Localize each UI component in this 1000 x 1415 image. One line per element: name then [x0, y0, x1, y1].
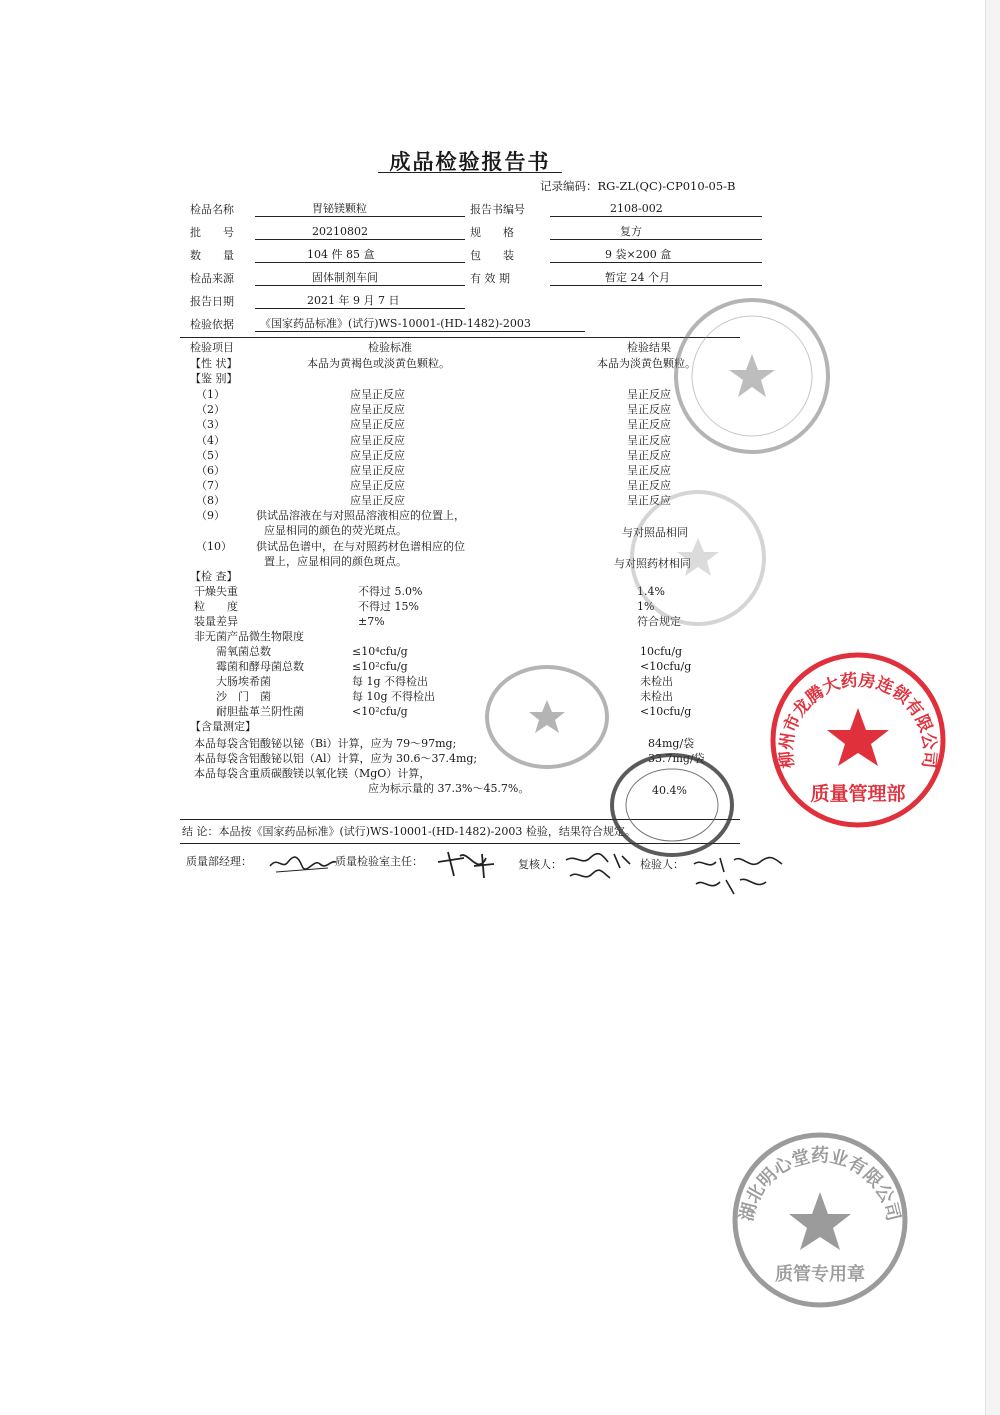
inspection-stamp-upper — [672, 296, 832, 456]
assay-text: 应为标示量的 37.3%～45.7%。 — [368, 782, 530, 795]
ident-10-standard-line2: 置上，应显相同的颜色斑点。 — [264, 555, 407, 568]
ident-standard: 应呈正反应 — [350, 464, 405, 477]
ident-number: （3） — [196, 418, 225, 432]
ident-number: （8） — [196, 494, 225, 508]
inspector-label: 检验人： — [640, 858, 684, 871]
source-underline — [255, 285, 465, 286]
ident-result: 呈正反应 — [627, 403, 671, 417]
spec-underline — [550, 239, 762, 240]
microbial-standard: 每 10g 不得检出 — [352, 690, 436, 703]
ident-9-number: （9） — [196, 509, 225, 522]
inspection-stamp-lower-right — [606, 750, 738, 860]
microbial-result: 10cfu/g — [640, 645, 683, 658]
assay-result: 84mg/袋 — [648, 737, 695, 750]
page-edge — [985, 0, 1000, 1415]
ident-standard: 应呈正反应 — [350, 403, 405, 417]
spec-label: 规 格 — [470, 226, 514, 239]
ident-result: 呈正反应 — [627, 448, 671, 462]
section-identification: 【鉴 别】 — [190, 372, 238, 385]
report-date-underline — [255, 308, 465, 309]
package-value: 9 袋×200 盒 — [605, 248, 672, 261]
quantity-underline — [255, 262, 465, 263]
ident-number: （4） — [196, 433, 225, 447]
inspection-result: 1.4% — [637, 585, 665, 598]
microbial-standard: ≤10⁴cfu/g — [352, 645, 408, 658]
spec-value: 复方 — [620, 225, 642, 238]
validity-label: 有 效 期 — [470, 272, 510, 285]
basis-value: 《国家药品标准》(试行)WS-10001-(HD-1482)-2003 — [260, 317, 531, 330]
assay-text: 本品每袋含重质碳酸镁以氧化镁（MgO）计算， — [194, 767, 431, 780]
inspection-item: 粒 度 — [194, 600, 238, 613]
ident-standard: 应呈正反应 — [350, 433, 405, 447]
quantity-label: 数 量 — [190, 249, 234, 262]
inspection-standard: 不得过 5.0% — [358, 585, 423, 598]
microbial-item: 大肠埃希菌 — [216, 675, 271, 688]
assay-text: 本品每袋含铝酸铋以铝（Al）计算，应为 30.6～37.4mg; — [194, 752, 478, 765]
qa-manager-label: 质量部经理： — [186, 855, 252, 868]
microbial-standard: <10²cfu/g — [352, 705, 408, 718]
ident-number: （7） — [196, 479, 225, 493]
report-number-label: 报告书编号 — [470, 203, 525, 216]
inspection-standard: 不得过 15% — [358, 600, 419, 613]
inspection-result: 1% — [637, 600, 655, 613]
appearance-result: 本品为淡黄色颗粒。 — [597, 357, 696, 370]
batch-value: 20210802 — [312, 225, 368, 238]
ident-number: （1） — [196, 388, 225, 401]
ident-standard: 应呈正反应 — [350, 494, 405, 508]
qa-manager-signature — [268, 848, 338, 878]
microbial-standard: ≤10²cfu/g — [352, 660, 408, 673]
header-item: 检验项目 — [190, 341, 234, 354]
report-number-value: 2108-002 — [610, 202, 663, 215]
batch-underline — [255, 239, 465, 240]
ident-10-standard-line1: 供试品色谱中，在与对照药材色谱相应的位 — [256, 540, 465, 553]
title-underline — [378, 172, 562, 173]
validity-underline — [550, 285, 762, 286]
microbial-result: <10cfu/g — [640, 660, 692, 673]
microbial-standard: 每 1g 不得检出 — [352, 675, 429, 688]
source-value: 固体制剂车间 — [312, 271, 378, 284]
package-underline — [550, 262, 762, 263]
validity-value: 暂定 24 个月 — [605, 271, 670, 284]
red-stamp-company: 柳州市龙腾大药房连锁有限公司 — [776, 670, 940, 770]
ident-result: 呈正反应 — [627, 479, 671, 493]
ident-result: 呈正反应 — [627, 433, 671, 447]
microbial-item: 霉菌和酵母菌总数 — [216, 660, 304, 673]
product-name-value: 胃铋镁颗粒 — [312, 202, 367, 215]
record-number: 记录编码：RG-ZL(QC)-CP010-05-B — [540, 179, 736, 193]
appearance-standard: 本品为黄褐色或淡黄色颗粒。 — [307, 357, 450, 370]
section-inspection: 【检 查】 — [190, 570, 238, 583]
ident-9-standard-line1: 供试品溶液在与对照品溶液相应的位置上， — [256, 509, 465, 522]
microbial-result: <10cfu/g — [640, 705, 692, 718]
section-appearance: 【性 状】 — [190, 357, 238, 370]
ident-result: 呈正反应 — [627, 388, 671, 401]
ident-10-number: （10） — [196, 540, 232, 553]
conclusion-text: 结 论：本品按《国家药品标准》(试行)WS-10001-(HD-1482)-2003 检验，结果符合规定。 — [182, 825, 636, 838]
microbial-result: 未检出 — [640, 675, 673, 688]
inspection-item: 干燥失重 — [194, 585, 238, 598]
header-result: 检验结果 — [627, 341, 671, 354]
qc-head-label: 质量检验室主任： — [335, 855, 423, 868]
batch-label: 批 号 — [190, 226, 234, 239]
report-date-value: 2021 年 9 月 7 日 — [307, 294, 400, 307]
source-label: 检品来源 — [190, 272, 234, 285]
ident-9-result: 与对照品相同 — [622, 526, 688, 539]
inspection-item: 装量差异 — [194, 615, 238, 628]
package-label: 包 装 — [470, 249, 514, 262]
inspection-result: 符合规定 — [637, 615, 681, 628]
ident-9-standard-line2: 应显相同的颜色的荧光斑点。 — [264, 524, 407, 537]
quantity-value: 104 件 85 盒 — [307, 248, 375, 261]
assay-result: 40.4% — [652, 784, 687, 797]
qc-head-signature — [434, 846, 498, 882]
gray-company-stamp — [730, 1130, 910, 1310]
gray-stamp-company: 湖北明心堂药业有限公司 — [736, 1145, 904, 1224]
report-date-label: 报告日期 — [190, 295, 234, 308]
red-stamp-department: 质量管理部 — [810, 783, 906, 805]
microbial-item: 沙 门 菌 — [216, 690, 271, 703]
table-top-rule — [180, 337, 740, 338]
assay-result: 33.7mg/袋 — [648, 752, 705, 765]
ident-standard: 应呈正反应 — [350, 388, 405, 401]
inspection-stamp-middle — [628, 488, 768, 628]
report-title: 成品检验报告书 — [389, 150, 551, 174]
microbial-title: 非无菌产品微生物限度 — [194, 630, 304, 643]
ident-result: 呈正反应 — [627, 494, 671, 508]
product-name-underline — [255, 216, 465, 217]
microbial-item: 需氧菌总数 — [216, 645, 271, 658]
red-company-stamp — [768, 650, 948, 830]
header-standard: 检验标准 — [368, 341, 412, 354]
ident-10-result: 与对照药材相同 — [614, 557, 691, 570]
assay-text: 本品每袋含铝酸铋以铋（Bi）计算，应为 79～97mg; — [194, 737, 457, 750]
ident-standard: 应呈正反应 — [350, 448, 405, 462]
gray-stamp-department: 质管专用章 — [775, 1264, 865, 1285]
ident-standard: 应呈正反应 — [350, 418, 405, 432]
product-name-label: 检品名称 — [190, 203, 234, 216]
reviewer-label: 复核人： — [518, 858, 562, 871]
section-assay: 【含量测定】 — [190, 720, 256, 733]
microbial-item: 耐胆盐革兰阴性菌 — [216, 705, 304, 718]
ident-number: （6） — [196, 464, 225, 477]
ident-result: 呈正反应 — [627, 464, 671, 477]
inspection-standard: ±7% — [358, 615, 385, 628]
basis-label: 检验依据 — [190, 318, 234, 331]
report-number-underline — [550, 216, 762, 217]
ident-result: 呈正反应 — [627, 418, 671, 432]
microbial-result: 未检出 — [640, 690, 673, 703]
ident-number: （5） — [196, 448, 225, 462]
basis-underline — [255, 331, 585, 332]
inspection-stamp-lower-left — [482, 662, 612, 772]
ident-number: （2） — [196, 403, 225, 417]
ident-standard: 应呈正反应 — [350, 479, 405, 493]
